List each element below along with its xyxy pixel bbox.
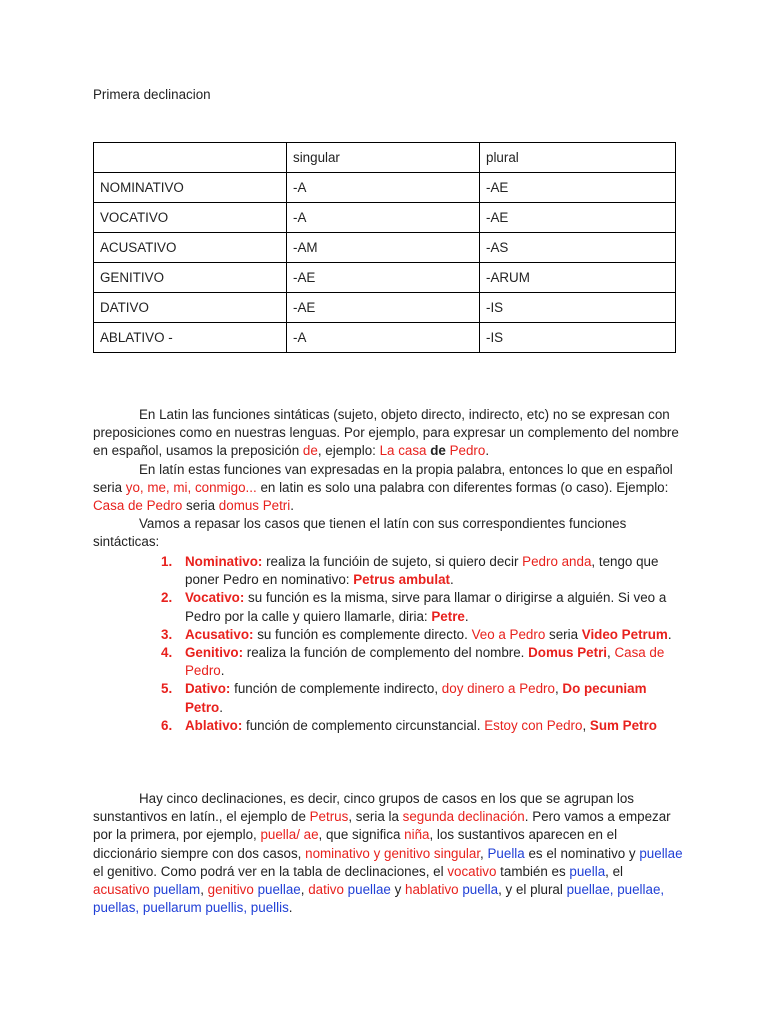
highlighted-text: vocativo — [447, 863, 497, 879]
highlighted-text: puellae — [257, 882, 301, 898]
table-cell: -AE — [480, 173, 676, 203]
highlighted-text: Puella — [487, 845, 525, 861]
table-cell: -A — [287, 203, 480, 233]
table-cell: DATIVO — [94, 293, 287, 323]
intro-paragraph-2 — [93, 461, 683, 516]
list-number: 3. — [161, 626, 173, 642]
text-run: , — [582, 717, 590, 733]
table-cell: plural — [480, 143, 676, 173]
highlighted-text: puellae, puellae, puellas, puellarum puellis, puellis — [93, 882, 665, 916]
text-run: realiza la funcióin de sujeto, si quiero decir — [262, 554, 523, 569]
table-cell: VOCATIVO — [94, 203, 287, 233]
text-run: , y el plural — [498, 882, 567, 898]
highlighted-text: puella — [569, 863, 606, 879]
highlighted-text: puella — [462, 882, 499, 898]
highlighted-text: de — [302, 443, 318, 459]
highlighted-text: Petrus ambulat — [353, 572, 450, 588]
highlighted-text: puellam — [153, 882, 201, 898]
text-run: , — [200, 882, 208, 898]
table-cell: -AM — [287, 233, 480, 263]
table-row — [94, 173, 676, 203]
intro-paragraph-3 — [93, 515, 683, 551]
list-number: 4. — [161, 645, 173, 661]
highlighted-text: Sum Petro — [589, 717, 657, 733]
case-list-item — [161, 717, 681, 735]
highlighted-text: hablativo — [405, 882, 459, 898]
declension-table — [93, 142, 676, 353]
highlighted-text: Acusativo: — [185, 626, 254, 642]
text-run: es el nominativo y — [524, 845, 640, 861]
highlighted-text: Nominativo: — [185, 554, 263, 569]
text-run: , — [480, 845, 488, 861]
table-row — [94, 203, 676, 233]
declension-table-body — [94, 143, 676, 353]
text-run: seria — [545, 626, 582, 642]
table-cell: -AE — [287, 263, 480, 293]
text-run: Hay cinco declinaciones, es decir, cinco grupos de casos en los que se agrupan los sunstantivos en latín., el ejemplo de — [93, 791, 635, 825]
table-row — [94, 233, 676, 263]
table-row — [94, 263, 676, 293]
highlighted-text: Petre — [431, 608, 465, 624]
list-number: 6. — [161, 717, 173, 733]
table-cell: -AE — [480, 203, 676, 233]
highlighted-text: segunda declinación — [402, 809, 525, 825]
case-list-item — [161, 644, 681, 680]
text-run: , que significa — [318, 827, 405, 843]
highlighted-text: niña — [404, 827, 430, 843]
highlighted-text: puellae — [347, 882, 391, 898]
text-run: Vamos a repasar los casos que tienen el latín con sus correspondientes funciones sintácticas: — [93, 516, 627, 550]
text-run: , — [300, 882, 309, 898]
highlighted-text: puellae — [639, 845, 683, 861]
intro-section — [93, 406, 683, 552]
list-number: 2. — [161, 590, 173, 606]
table-cell: -A — [287, 173, 480, 203]
text-run: función de complemento circunstancial. — [242, 717, 485, 733]
highlighted-text: Genitivo: — [185, 645, 244, 661]
outro-paragraph — [93, 790, 683, 917]
text-run: realiza la función de complemento del nombre. — [243, 645, 529, 661]
table-cell: -AS — [480, 233, 676, 263]
highlighted-text: acusativo — [93, 882, 150, 898]
highlighted-text: Ablativo: — [185, 717, 243, 733]
table-cell: -IS — [480, 323, 676, 353]
text-run: En Latin las funciones sintáticas (sujeto, objeto directo, indirecto, etc) no se expresan con preposiciones como en nuestras lenguas. Por ejemplo, para expresar un complemento del nombre en español, usamos la preposición — [93, 407, 679, 459]
table-cell: -IS — [480, 293, 676, 323]
document-title: Primera declinacion — [93, 87, 211, 102]
outro-section — [93, 790, 683, 917]
highlighted-text: yo, me, mi, conmigo... — [125, 479, 257, 495]
highlighted-text: Vocativo: — [185, 590, 245, 606]
highlighted-text: dativo — [308, 882, 344, 898]
text-run: su función es la misma, sirve para llamar o dirigirse a alguién. Si veo a Pedro por la calle y quiero llamarle, diria: — [185, 590, 667, 624]
text-run: también es — [496, 863, 570, 879]
table-cell — [94, 143, 287, 173]
highlighted-text: Petrus — [309, 809, 349, 825]
highlighted-text: Domus Petri — [528, 645, 607, 661]
text-run: función de complemente indirecto, — [230, 681, 442, 697]
highlighted-text: domus Petri — [218, 498, 291, 514]
text-run: . — [219, 699, 223, 715]
highlighted-text: nominativo y genitivo singular — [305, 845, 481, 861]
highlighted-text: de — [430, 443, 446, 459]
table-cell: -ARUM — [480, 263, 676, 293]
table-cell: -A — [287, 323, 480, 353]
text-run: , — [554, 681, 563, 697]
table-cell: ABLATIVO - — [94, 323, 287, 353]
text-run: en latin es solo una palabra con diferentes formas (o caso). Ejemplo: — [256, 479, 669, 495]
highlighted-text: Pedro — [449, 443, 486, 459]
text-run: . Pero vamos a empezar por la primera, por ejemplo, — [93, 809, 671, 843]
case-list-item — [161, 626, 681, 644]
text-run: En latín estas funciones van expresadas en la propia palabra, entonces lo que en español seria — [93, 461, 673, 495]
highlighted-text: genitivo — [207, 882, 254, 898]
text-run: . — [485, 443, 490, 459]
table-cell: GENITIVO — [94, 263, 287, 293]
text-run: , el — [605, 863, 624, 879]
text-run: . — [667, 626, 672, 642]
case-list-item — [161, 553, 681, 589]
text-run: y — [390, 882, 405, 898]
text-run: seria — [182, 498, 219, 514]
highlighted-text: Casa de Pedro — [93, 498, 183, 514]
text-run: , seria la — [348, 809, 403, 825]
text-run: , los sustantivos aparecen en el diccionário siempre con dos casos, — [93, 827, 618, 861]
highlighted-text: puella/ ae — [260, 827, 319, 843]
highlighted-text: Pedro anda — [522, 554, 592, 569]
highlighted-text: Do pecuniam Petro — [185, 681, 647, 715]
highlighted-text: Dativo: — [185, 681, 231, 697]
text-run: su función es complemente directo. — [253, 626, 472, 642]
text-run: . — [288, 900, 293, 916]
text-run: . — [220, 663, 225, 679]
text-run: , ejemplo: — [317, 443, 380, 459]
table-cell: ACUSATIVO — [94, 233, 287, 263]
highlighted-text: Estoy con Pedro — [484, 717, 583, 733]
text-run: , tengo que poner Pedro en nominativo: — [185, 554, 659, 588]
list-number: 1. — [161, 554, 173, 569]
case-list-item — [161, 680, 681, 716]
intro-paragraph-1 — [93, 406, 683, 461]
highlighted-text: Veo a Pedro — [471, 626, 546, 642]
table-row — [94, 323, 676, 353]
table-row — [94, 293, 676, 323]
text-run: el genitivo. Como podrá ver en la tabla de declinaciones, el — [93, 863, 448, 879]
text-run: . — [464, 608, 469, 624]
text-run: , — [607, 645, 615, 661]
highlighted-text: La casa — [379, 443, 431, 459]
list-number: 5. — [161, 681, 173, 697]
cases-list — [161, 553, 681, 735]
table-cell: singular — [287, 143, 480, 173]
table-cell: -AE — [287, 293, 480, 323]
text-run: . — [449, 572, 454, 588]
table-cell: NOMINATIVO — [94, 173, 287, 203]
table-header-row — [94, 143, 676, 173]
case-list-item — [161, 589, 681, 625]
highlighted-text: doy dinero a Pedro — [441, 681, 555, 697]
text-run: . — [290, 498, 294, 514]
highlighted-text: Casa de Pedro — [185, 645, 665, 679]
highlighted-text: Video Petrum — [581, 626, 668, 642]
